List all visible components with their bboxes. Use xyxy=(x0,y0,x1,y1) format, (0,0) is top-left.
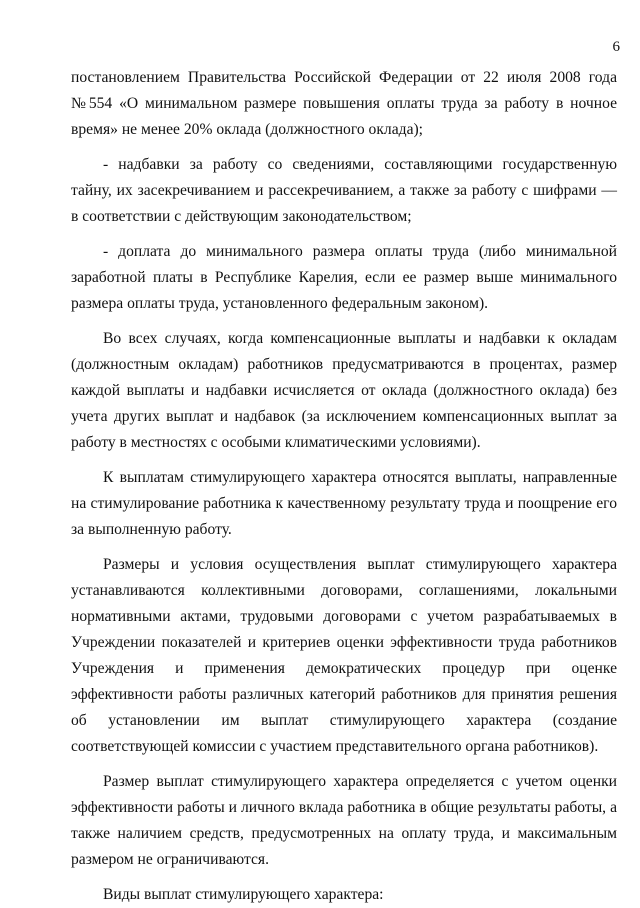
paragraph-continuation: постановлением Правительства Российской Федерации от 22 июля 2008 года №554 «О минимальном размере повышения оплаты труда за работу в ночное время» не менее 20% оклада (должностного оклада); xyxy=(71,69,617,138)
document-body xyxy=(71,65,617,908)
paragraph-incentive-definition: К выплатам стимулирующего характера относятся выплаты, направленные на стимулирование работника к качественному результату труда и поощрение его за выполненную работу. xyxy=(71,469,617,538)
paragraph-incentive-amount: Размер выплат стимулирующего характера определяется с учетом оценки эффективности работы и личного вклада работника в общие результаты работы, а также наличием средств, предусмотренных на оплату труда, и максимальным размером не ограничиваются. xyxy=(71,773,617,868)
paragraph-secrecy-allowance: - надбавки за работу со сведениями, составляющими государственную тайну, их засекречиванием и рассекречиванием, а также за работу с шифрами — в соответствии с действующим законодательством; xyxy=(71,156,617,225)
paragraph-incentive-types-heading: Виды выплат стимулирующего характера: xyxy=(103,886,384,903)
paragraph-minimum-wage-supplement: - доплата до минимального размера оплаты труда (либо минимальной заработной платы в Республике Карелия, если ее размер выше минимального размера оплаты труда, установленного федеральным законом). xyxy=(71,243,617,312)
paragraph-percentage-calculation: Во всех случаях, когда компенсационные выплаты и надбавки к окладам (должностным окладам) работников предусматриваются в процентах, размер каждой выплаты и надбавки исчисляется от оклада (должностного оклада) без учета других выплат и надбавок (за исключением компенсационных выплат за работу в местностях с особыми климатическими условиями). xyxy=(71,330,617,451)
paragraph-incentive-conditions: Размеры и условия осуществления выплат стимулирующего характера устанавливаются коллективными договорами, соглашениями, локальными нормативными актами, трудовыми договорами с учетом разрабатываемых в Учреждении показателей и критериев оценки эффективности труда работников Учреждения и применения демократических процедур при оценке эффективности работы различных категорий работников для принятия решения об установлении им выплат стимулирующего характера (создание соответствующей комиссии с участием представительного органа работников). xyxy=(71,556,617,755)
page-number: 6 xyxy=(612,39,620,55)
